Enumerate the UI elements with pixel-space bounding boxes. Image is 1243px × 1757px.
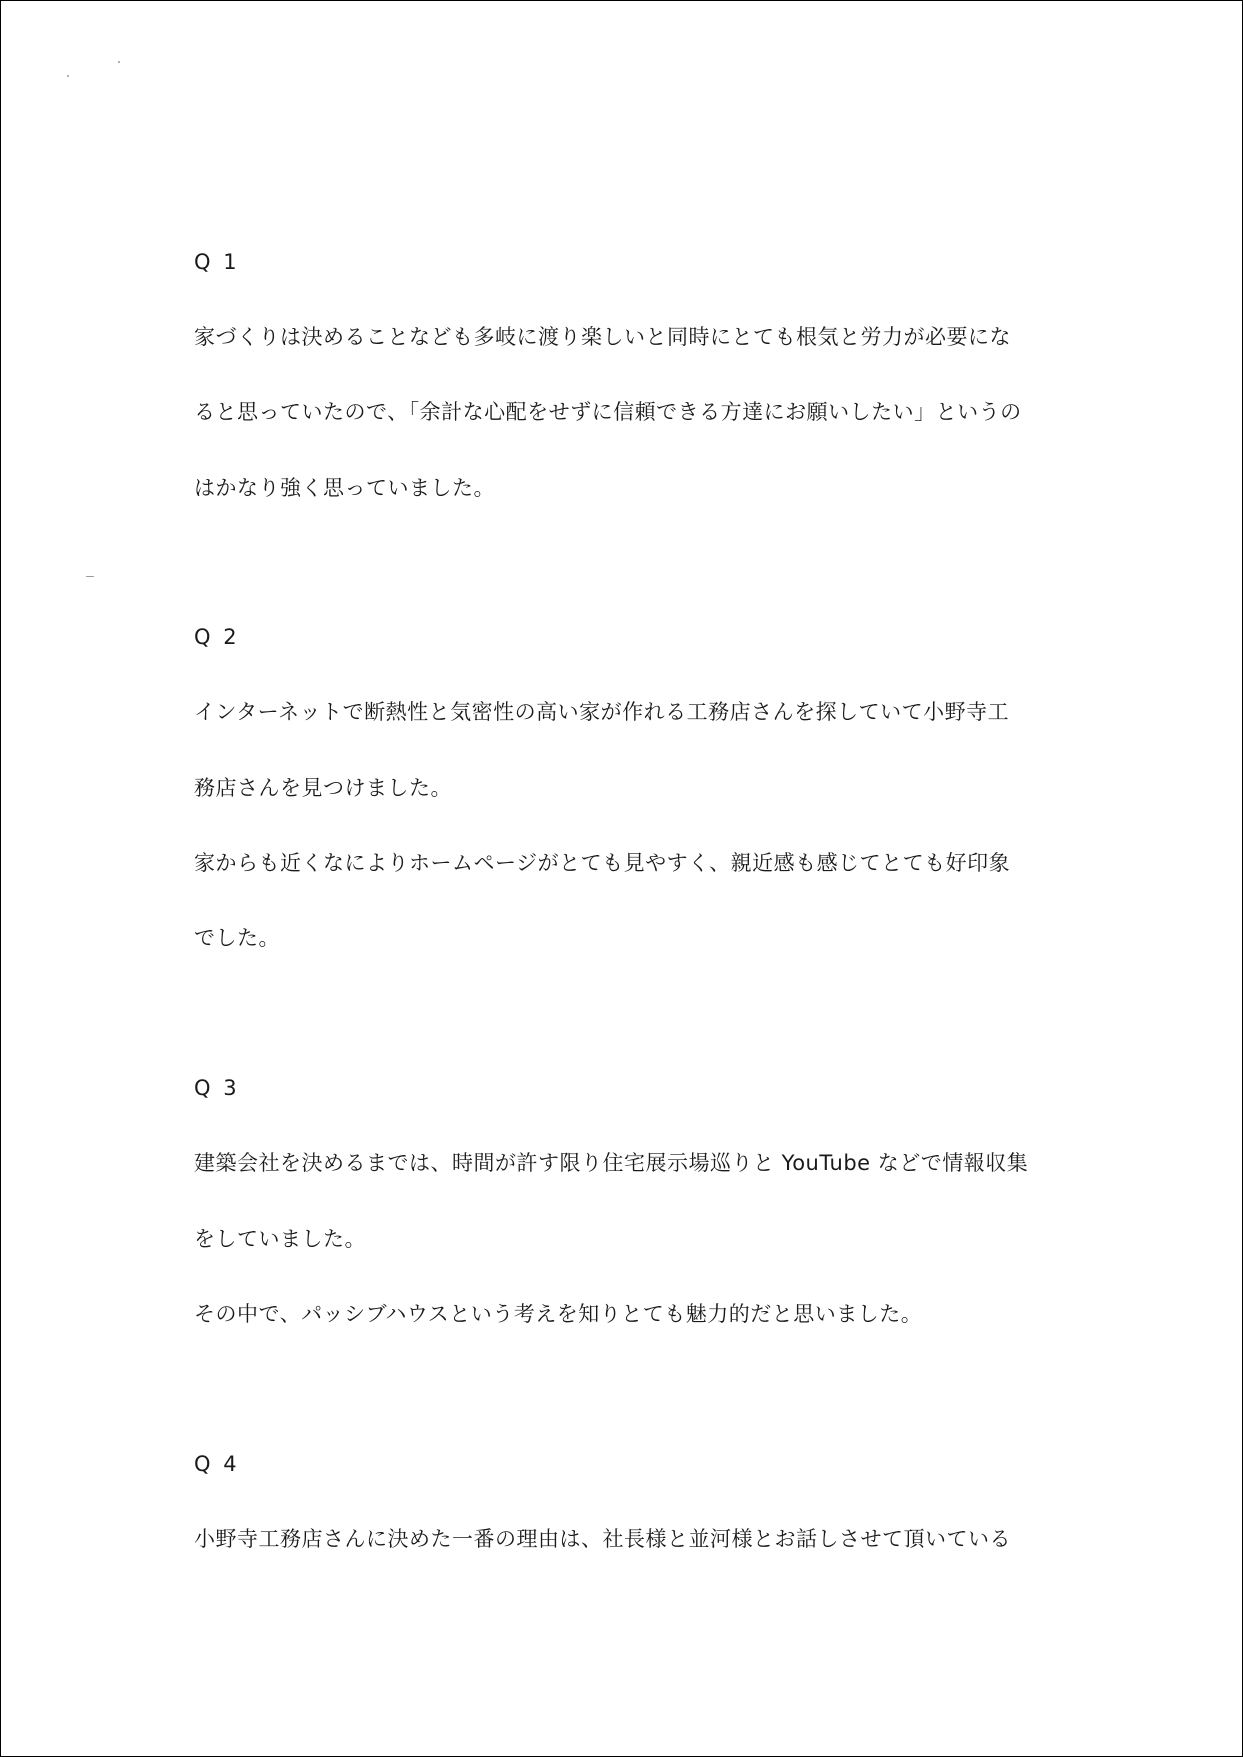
answer-line: をしていました。	[194, 1227, 366, 1251]
answer-line: でした。	[194, 926, 280, 950]
answer-line: その中で、パッシブハウスという考えを知りとても魅力的だと思いました。	[194, 1302, 923, 1326]
scan-speck	[67, 75, 69, 77]
answer-line: 務店さんを見つけました。	[194, 776, 452, 800]
answer-line: 家からも近くなによりホームページがとても見やすく、親近感も感じてとても好印象	[194, 851, 1011, 875]
question-heading-q2: Q 2	[194, 625, 240, 649]
answer-line: 家づくりは決めることなども多岐に渡り楽しいと同時にとても根気と労力が必要にな	[194, 325, 1011, 349]
answer-line: インターネットで断熱性と気密性の高い家が作れる工務店さんを探していて小野寺工	[194, 700, 1010, 724]
scan-speck	[86, 576, 94, 577]
scan-speck	[118, 61, 120, 63]
answer-line: 建築会社を決めるまでは、時間が許す限り住宅展示場巡りと YouTube などで情報収集	[194, 1151, 1029, 1175]
question-heading-q1: Q 1	[194, 250, 240, 274]
answer-line: 小野寺工務店さんに決めた一番の理由は、社長様と並河様とお話しさせて頂いている	[194, 1527, 1011, 1551]
answer-line: はかなり強く思っていました。	[194, 476, 495, 500]
question-heading-q3: Q 3	[194, 1076, 240, 1100]
answer-line: ると思っていたので、「余計な心配をせずに信頼できる方達にお願いしたい」というの	[194, 400, 1022, 424]
question-heading-q4: Q 4	[194, 1452, 240, 1476]
